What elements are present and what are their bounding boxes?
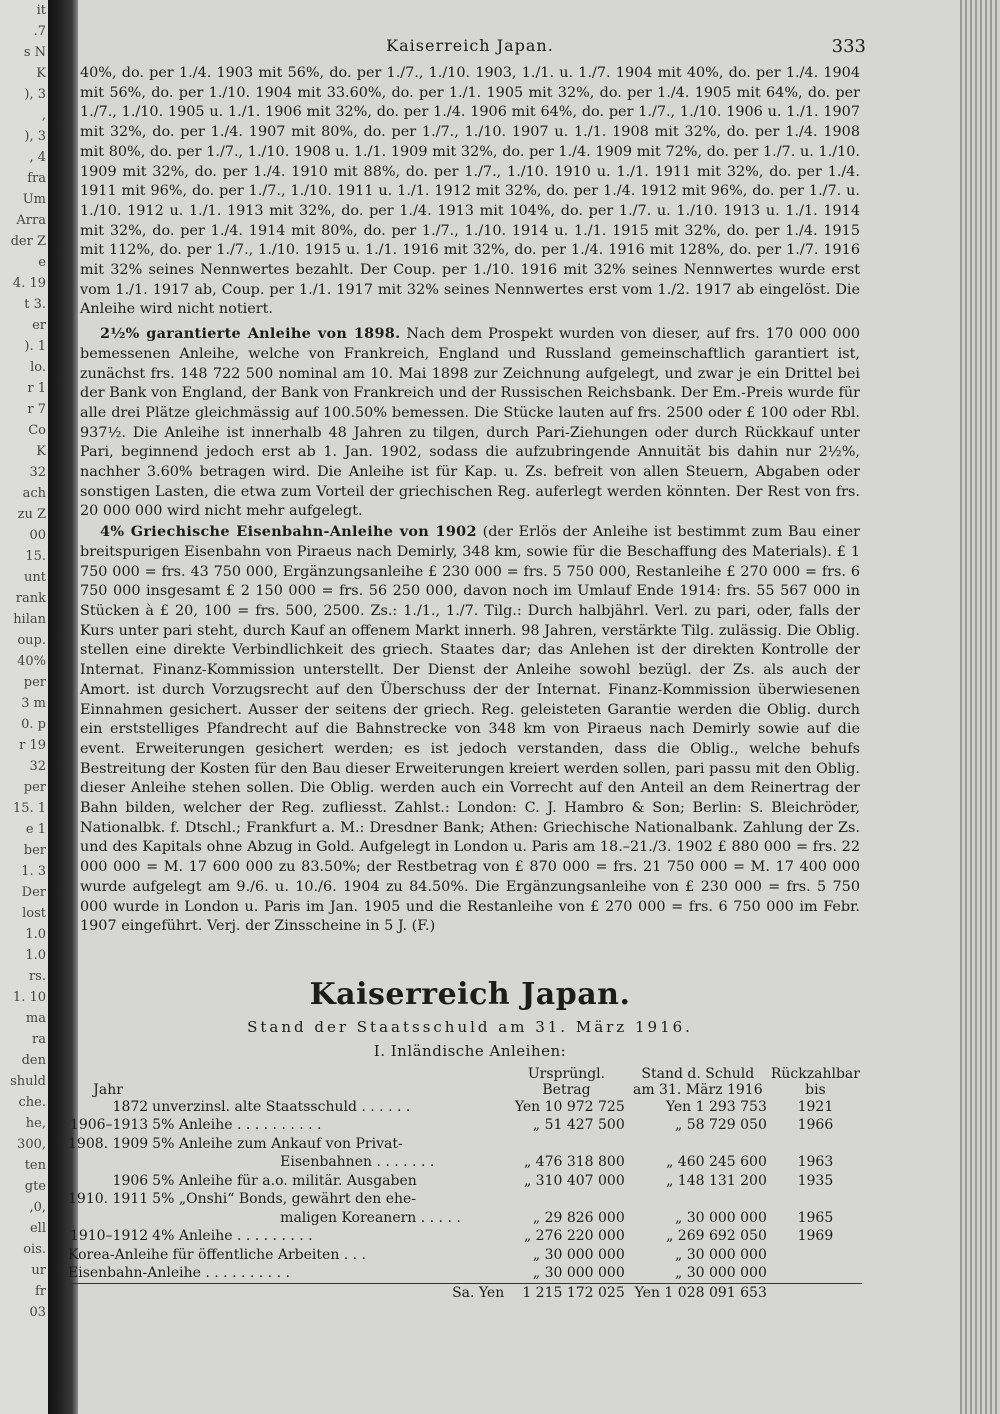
cell-orig: Yen 10 972 725	[514, 1098, 625, 1115]
header-rueck: Rückzahlbar bis	[770, 1065, 860, 1098]
page-edge-stack	[960, 0, 1000, 1414]
cell-orig: „ 51 427 500	[532, 1117, 625, 1134]
cell-orig	[506, 1190, 627, 1209]
margin-fragment: 1.0	[25, 927, 46, 942]
margin-fragment: ten	[24, 1158, 46, 1173]
margin-fragment: t 3.	[24, 297, 46, 312]
margin-fragment: , 4	[29, 150, 46, 165]
margin-fragment: K	[36, 66, 46, 81]
margin-fragment: Um	[22, 192, 46, 207]
table-row	[66, 1264, 862, 1283]
cell-stand: „ 460 245 600	[666, 1154, 767, 1171]
cell-orig: „ 310 407 000	[523, 1172, 625, 1189]
cell-jahr: 1906	[112, 1172, 149, 1189]
paragraph-eisenbahn-1902	[80, 522, 860, 937]
margin-fragment: ma	[25, 1011, 46, 1026]
table-row	[66, 1190, 862, 1209]
margin-fragment: 1.0	[25, 948, 46, 963]
cell-jahr: 1908. 1909	[68, 1135, 149, 1152]
cell-rueck	[769, 1190, 862, 1209]
cell-rueck: 1921	[797, 1098, 834, 1115]
cell-desc: Eisenbahn-Anleihe . . . . . . . . . .	[68, 1265, 290, 1282]
cell-stand	[627, 1135, 769, 1154]
margin-fragment: er	[32, 318, 46, 333]
cell-orig: „ 29 826 000	[532, 1209, 625, 1226]
margin-fragment: e	[38, 255, 46, 270]
adjacent-page-margin	[0, 0, 50, 1414]
table-row	[66, 1172, 862, 1191]
margin-fragment: Der	[21, 885, 46, 900]
page-number: 333	[831, 36, 866, 57]
margin-fragment: .7	[33, 24, 46, 39]
total-stand: Yen 1 028 091 653	[627, 1283, 769, 1302]
margin-fragment: 0. p	[21, 717, 46, 732]
paragraph-text: (der Erlös der Anleihe ist bestimmt zum Bau einer breitspurigen Eisenbahn von Piraeus nach Demirly, 348 km, sowie für die Beschaffung des Materials). £ 1 750 000 = frs. 43 750 000, Ergänzungsanleihe £ 230 000 = frs. 5 750 000, Restanleihe £ 270 000 = frs. 6 750 000 insgesamt £ 2 150 000 = frs. 56 250 000, davon noch im Umlauf Ende 1914: frs. 55 567 000 in Stücken à £ 20, 100 = frs. 500, 2500. Zs.: 1./1., 1./7. Tilg.: Durch halbjährl. Verl. zu pari, oder, falls der Kurs unter pari steht, durch Kauf an offenem Markt innerh. 98 Jahren, verstärkte Tilg. zulässig. Die Oblig. stellen eine direkte Verbindlichkeit des griech. Staates dar; das Anlehen ist der direkten Kontrolle der Internat. Finanz-Kommission unterstellt. Der Dienst der Anleihe sowohl bezügl. der Zs. als auch der Amort. ist durch Vorzugsrecht auf den Überschuss der der Internat. Finanz-Kommission überwiesenen Einnahmen gesichert. Ausser der seitens der griech. Reg. geleisteten Garantie werden die Oblig. durch ein erststelliges Pfandrecht auf die Bahnstrecke von 348 km von Piraeus nach Demirly sowie auf die event. Erweiterungen gesichert werden; es ist jedoch verstanden, dass die Oblig., welche behufs Bestreitung der Kosten für den Bau dieser Erweiterungen kreiert werden sollen, pari passu mit den Oblig. dieser Anleihe stehen sollen. Die Oblig. werden auch ein Vorrecht auf den Anteil an dem Reinertrag der Bahn bilden, welcher der Reg. zufliesst. Zahlst.: London: C. J. Hambro & Son; Berlin: S. Bleichröder, Nationalbk. f. Dtschl.; Frankfurt a. M.: Dresdner Bank; Athen: Griechische Nationalbank. Zahlung der Zs. und des Kapitals ohne Abzug in Gold. Aufgelegt in London u. Paris am 18.–21./3. 1902 £ 880 000 = frs. 22 000 000 = M. 17 600 000 zu 83.50%; der Restbetrag von £ 870 000 = frs. 21 750 000 = M. 17 400 000 wurde aufgelegt am 9./6. u. 10./6. 1904 zu 84.50%. Die Ergänzungsanleihe von £ 230 000 = frs. 5 750 000 wurde in London u. Paris im Jan. 1905 und die Restanleihe von £ 270 000 = frs. 6 750 000 im Febr. 1907 eingeführt. Verj. der Zinsscheine in 5 J. (F.)	[80, 524, 861, 935]
margin-fragment: 32	[29, 759, 46, 774]
table-total-row	[66, 1283, 862, 1302]
margin-fragment: ell	[29, 1221, 46, 1236]
margin-fragment: der Z	[10, 234, 46, 249]
margin-fragment: ), 3	[24, 129, 46, 144]
paragraph-anleihe-1898	[80, 324, 860, 522]
cell-stand: „ 269 692 050	[666, 1228, 767, 1245]
margin-fragment: 15.	[25, 549, 46, 564]
cell-rueck	[769, 1135, 862, 1154]
margin-fragment: he,	[25, 1116, 46, 1131]
cell-desc: 5% Anleihe zum Ankauf von Privat-	[152, 1135, 403, 1152]
margin-fragment: shuld	[10, 1074, 46, 1089]
cell-stand: „ 30 000 000	[674, 1265, 767, 1282]
margin-fragment: lost	[22, 906, 46, 921]
margin-fragment: 15. 1	[12, 801, 46, 816]
paragraph-text: 40%, do. per 1./4. 1903 mit 56%, do. per 1./7., 1./10. 1903, 1./1. u. 1./7. 1904 mit 40%, do. per 1./4. 1904 mit 56%, do. per 1./10. 1904 mit 33.60%, do. per 1./1. 1905 mit 32%, do. per 1./4. 1905 mit 64%, do. per 1./7., 1./10. 1905 u. 1./1. 1906 mit 32%, do. per 1./4. 1906 mit 64%, do. per 1./7., 1./10. 1906 u. 1./1. 1907 mit 32%, do. per 1./4. 1907 mit 80%, do. per 1./7., 1./10. 1907 u. 1./1. 1908 mit 32%, do. per 1./4. 1908 mit 80%, do. per 1./7., 1./10. 1908 u. 1./1. 1909 mit 32%, do. per 1./4. 1909 mit 72%, do. per 1./7. u. 1./10. 1909 mit 32%, do. per 1./4. 1910 mit 88%, do. per 1./7., 1./10. 1910 u. 1./1. 1911 mit 32%, do. per 1./4. 1911 mit 96%, do. per 1./7., 1./10. 1911 u. 1./1. 1912 mit 32%, do. per 1./4. 1912 mit 96%, do. per 1./7. u. 1./10. 1912 u. 1./1. 1913 mit 32%, do. per 1./4. 1913 mit 104%, do. per 1./7. u. 1./10. 1913 u. 1./1. 1914 mit 32%, do. per 1./4. 1914 mit 80%, do. per 1./7., 1./10. 1914 u. 1./1. 1915 mit 32%, do. per 1./4. 1915 mit 112%, do. per 1./7., 1./10. 1915 u. 1./1. 1916 mit 32%, do. per 1./4. 1916 mit 128%, do. per 1./7. 1916 mit 32% seines Nennwertes bezahlt. Der Coup. per 1./10. 1916 mit 32% seines Nennwertes wurde erst vom 1./1. 1917 ab, Coup. per 1./1. 1917 mit 32% seines Nennwertes erst vom 1./2. 1917 ab eingelöst. Die Anleihe wird nicht notiert.	[80, 65, 860, 318]
book-page	[68, 36, 866, 1406]
margin-fragment: K	[36, 444, 46, 459]
cell-desc: 5% „Onshi“ Bonds, gewährt den ehe-	[152, 1191, 417, 1208]
margin-fragment: ). 1	[24, 339, 46, 354]
cell-rueck: 1966	[797, 1117, 834, 1134]
cell-desc: Eisenbahnen . . . . . . .	[280, 1154, 435, 1171]
cell-stand	[627, 1190, 769, 1209]
margin-fragment: 00	[29, 528, 46, 543]
cell-rueck	[769, 1264, 862, 1283]
margin-fragment: r 7	[27, 402, 46, 417]
cell-jahr: 1906–1913	[69, 1117, 149, 1134]
margin-fragment: s N	[23, 45, 46, 60]
margin-fragment: ra	[32, 1032, 46, 1047]
margin-fragment: rank	[15, 591, 46, 606]
cell-desc: maligen Koreanern . . . . .	[280, 1209, 461, 1226]
header-stand: Stand d. Schuld am 31. März 1916	[632, 1065, 763, 1098]
paragraph-heading: 4% Griechische Eisenbahn-Anleihe von 1902	[100, 523, 477, 541]
margin-fragment: ), 3	[24, 87, 46, 102]
margin-fragment: ur	[31, 1263, 46, 1278]
margin-fragment: r 1	[27, 381, 46, 396]
total-label: Sa. Yen	[150, 1283, 506, 1302]
table-row	[66, 1116, 862, 1135]
section-subheading: Stand der Staatsschuld am 31. März 1916.	[247, 1017, 693, 1036]
table-row	[66, 1153, 862, 1172]
margin-fragment: 40%	[17, 654, 46, 669]
margin-fragment: fra	[27, 171, 46, 186]
cell-desc: Korea-Anleihe für öffentliche Arbeiten . . .	[68, 1246, 367, 1263]
margin-fragment: 1. 10	[12, 990, 46, 1005]
header-orig: Ursprüngl. Betrag	[527, 1065, 606, 1098]
table-row	[66, 1135, 862, 1154]
cell-stand: „ 58 729 050	[674, 1117, 767, 1134]
cell-jahr	[66, 1153, 150, 1172]
running-head-title: Kaiserreich Japan.	[386, 36, 554, 55]
margin-fragment: Arra	[16, 213, 46, 228]
debt-table	[66, 1066, 862, 1303]
paragraph-heading: 2½% garantierte Anleihe von 1898.	[100, 325, 401, 343]
cell-rueck: 1969	[797, 1228, 834, 1245]
margin-fragment: gte	[24, 1179, 46, 1194]
table-row	[66, 1209, 862, 1228]
margin-fragment: 300,	[17, 1137, 46, 1152]
cell-desc: 5% Anleihe für a.o. militär. Ausgaben	[152, 1172, 417, 1189]
margin-fragment: unt	[24, 570, 46, 585]
running-head	[80, 36, 866, 64]
cell-stand: „ 148 131 200	[666, 1172, 767, 1189]
margin-fragment: ,	[41, 108, 46, 123]
table-row	[66, 1246, 862, 1265]
margin-fragment: per	[23, 780, 46, 795]
margin-fragment: lo.	[30, 360, 46, 375]
cell-desc: 4% Anleihe . . . . . . . . .	[152, 1228, 313, 1245]
table-header-row	[66, 1066, 862, 1098]
cell-jahr	[66, 1209, 150, 1228]
margin-fragment: rs.	[28, 969, 46, 984]
margin-fragment: fr	[34, 1284, 46, 1299]
cell-desc: 5% Anleihe . . . . . . . . . .	[152, 1117, 322, 1134]
header-jahr: Jahr	[93, 1081, 123, 1098]
margin-fragment: che.	[18, 1095, 46, 1110]
margin-fragment: ber	[23, 843, 46, 858]
paragraph-coupon-payments	[80, 64, 860, 320]
cell-rueck: 1963	[797, 1154, 834, 1171]
margin-fragment: ,0,	[29, 1200, 46, 1215]
section-heading: Kaiserreich Japan.	[309, 976, 631, 1012]
cell-orig: „ 30 000 000	[532, 1246, 625, 1263]
cell-jahr: 1910–1912	[69, 1228, 149, 1245]
table-title: I. Inländische Anleihen:	[373, 1041, 567, 1060]
margin-fragment: 1. 3	[21, 864, 46, 879]
cell-rueck: 1935	[797, 1172, 834, 1189]
margin-fragment: den	[21, 1053, 46, 1068]
table-body	[66, 1098, 862, 1284]
paragraph-text: Nach dem Prospekt wurden von dieser, auf frs. 170 000 000 bemessenen Anleihe, welche von Frankreich, England und Russland gemeinschaftlich garantiert ist, zunächst frs. 148 722 500 nominal am 10. Mai 1898 zur Zeichnung aufgelegt, und zwar je ein Drittel bei der Bank von England, der Bank von Frankreich und der Russischen Reichsbank. Der Em.-Preis wurde für alle drei Plätze gleichmässig auf 100.50% bemessen. Die Stücke lauten auf frs. 2500 oder £ 100 oder Rbl. 937½. Die Anleihe ist innerhalb 48 Jahren zu tilgen, durch Pari-Ziehungen oder durch Rückkauf unter Pari, beginnend jedoch erst ab 1. Jan. 1902, sodass die aufzubringende Annuität bis dahin nur 2½%, nachher 3.60% betragen wird. Die Anleihe ist für Kap. u. Zs. befreit von allen Steuern, Abgaben oder sonstigen Lasten, die etwa zum Vorteil der griechischen Reg. auferlegt werden könnten. Der Rest von frs. 20 000 000 wird nicht mehr aufgelegt.	[80, 326, 861, 520]
cell-rueck: 1965	[797, 1209, 834, 1226]
cell-jahr: 1910. 1911	[68, 1191, 149, 1208]
cell-orig: „ 30 000 000	[532, 1265, 625, 1282]
cell-stand: Yen 1 293 753	[665, 1098, 767, 1115]
margin-fragment: e 1	[25, 822, 46, 837]
margin-fragment: zu Z	[17, 507, 46, 522]
margin-fragment: 03	[29, 1305, 46, 1320]
margin-fragment: 4. 19	[12, 276, 46, 291]
table-row	[66, 1227, 862, 1246]
margin-fragment: Co	[28, 423, 46, 438]
margin-fragment: hilan	[13, 612, 46, 627]
margin-fragment: ach	[22, 486, 46, 501]
cell-jahr: 1872	[112, 1098, 149, 1115]
margin-fragment: oup.	[17, 633, 46, 648]
cell-orig	[506, 1135, 627, 1154]
body-text	[80, 64, 860, 937]
margin-fragment: it	[36, 3, 46, 18]
margin-fragment: 32	[29, 465, 46, 480]
header-desc	[150, 1066, 506, 1098]
cell-orig: „ 476 318 800	[523, 1154, 625, 1171]
cell-stand: „ 30 000 000	[674, 1209, 767, 1226]
table-row	[66, 1098, 862, 1117]
cell-desc: unverzinsl. alte Staatsschuld . . . . . .	[152, 1098, 411, 1115]
margin-fragment: r 19	[19, 738, 46, 753]
cell-stand: „ 30 000 000	[674, 1246, 767, 1263]
margin-fragment: ois.	[23, 1242, 46, 1257]
margin-fragment: per	[23, 675, 46, 690]
cell-rueck	[769, 1246, 862, 1265]
total-orig: 1 215 172 025	[506, 1283, 627, 1302]
margin-fragment: 3 m	[21, 696, 46, 711]
cell-orig: „ 276 220 000	[523, 1228, 625, 1245]
